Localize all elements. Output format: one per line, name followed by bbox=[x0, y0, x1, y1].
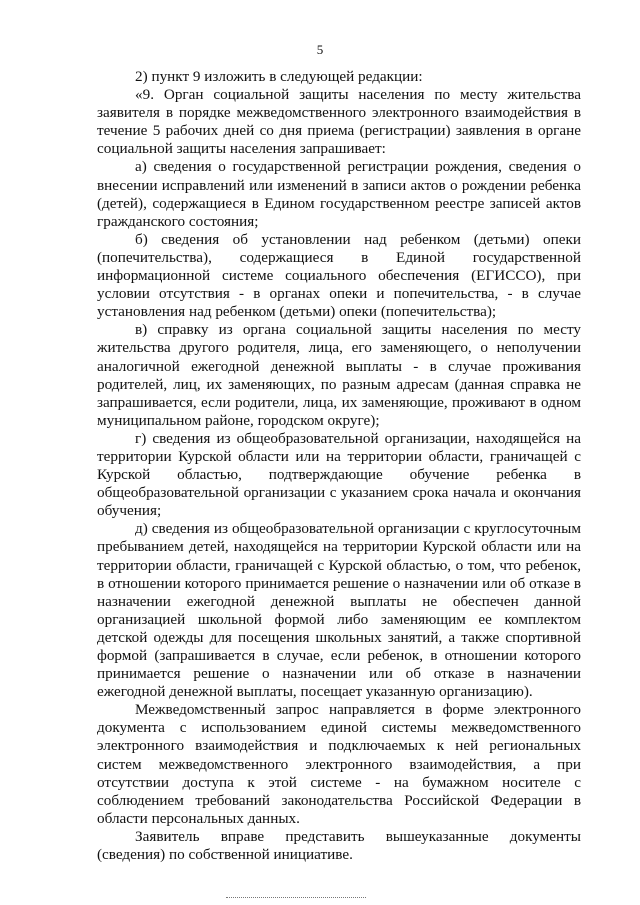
paragraph-item-b: б) сведения об установлении над ребенком (детьми) опеки (попечительства), содержащиеся в Единой государственной информационной системе социального обеспечения (ЕГИССО), при условии отсутствия - в органах опеки и попечительства, - в случае установления над ребенком (детьми) опеки (попечительства); bbox=[97, 230, 581, 321]
paragraph-item-d: д) сведения из общеобразовательной организации с круглосуточным пребыванием детей, находящейся на территории Курской области или на территории области, граничащей с Курской областью, о том, что ребенок, в отношении которого принимается решение о назначении или об отказе в назначении ежегодной денежной выплаты не обеспечен данной организацией школьной формой либо заменяющим ее комплектом детской одежды для посещения школьных занятий, а также спортивной формой (запрашивается в случае, если ребенок, в отношении которого принимается решение о назначении или об отказе в назначении ежегодной денежной выплаты, посещает указанную организацию). bbox=[97, 520, 581, 701]
paragraph-amendment-intro: 2) пункт 9 изложить в следующей редакции: bbox=[135, 68, 423, 85]
footer-dotted-mark bbox=[226, 897, 366, 898]
document-body bbox=[97, 68, 581, 864]
paragraph-applicant-right: Заявитель вправе представить вышеуказанные документы (сведения) по собственной инициативе. bbox=[97, 827, 581, 864]
paragraph-item-g: г) сведения из общеобразовательной организации, находящейся на территории Курской области или на территории области, граничащей с Курской областью, подтверждающие обучение ребенка в общеобразовательной организации с указанием срока начала и окончания обучения; bbox=[97, 429, 581, 520]
paragraph-item-a: а) сведения о государственной регистрации рождения, сведения о внесении исправлений или изменений в записи актов о рождении ребенка (детей), содержащиеся в Едином государственном реестре записей актов гражданского состояния; bbox=[97, 158, 581, 230]
paragraph-item-v: в) справку из органа социальной защиты населения по месту жительства другого родителя, лица, его заменяющего, о неполучении аналогичной ежегодной денежной выплаты - в случае проживания родителей, лиц, их заменяющих, по разным адресам (данная справка не запрашивается, если родители, лица, их заменяющие, проживают в одном муниципальном районе, городском округе); bbox=[97, 321, 581, 429]
paragraph-interagency-request: Межведомственный запрос направляется в форме электронного документа с использованием единой системы межведомственного электронного взаимодействия и подключаемых к ней региональных систем межведомственного электронного взаимодействия, а при отсутствии доступа к этой системе - на бумажном носителе с соблюдением требований законодательства Российской Федерации в области персональных данных. bbox=[97, 701, 581, 827]
page-number: 5 bbox=[316, 42, 324, 57]
paragraph-clause-9: «9. Орган социальной защиты населения по месту жительства заявителя в порядке межведомственного электронного взаимодействия в течение 5 рабочих дней со дня приема (регистрации) заявления в органе социальной защиты населения запрашивает: bbox=[97, 86, 581, 158]
